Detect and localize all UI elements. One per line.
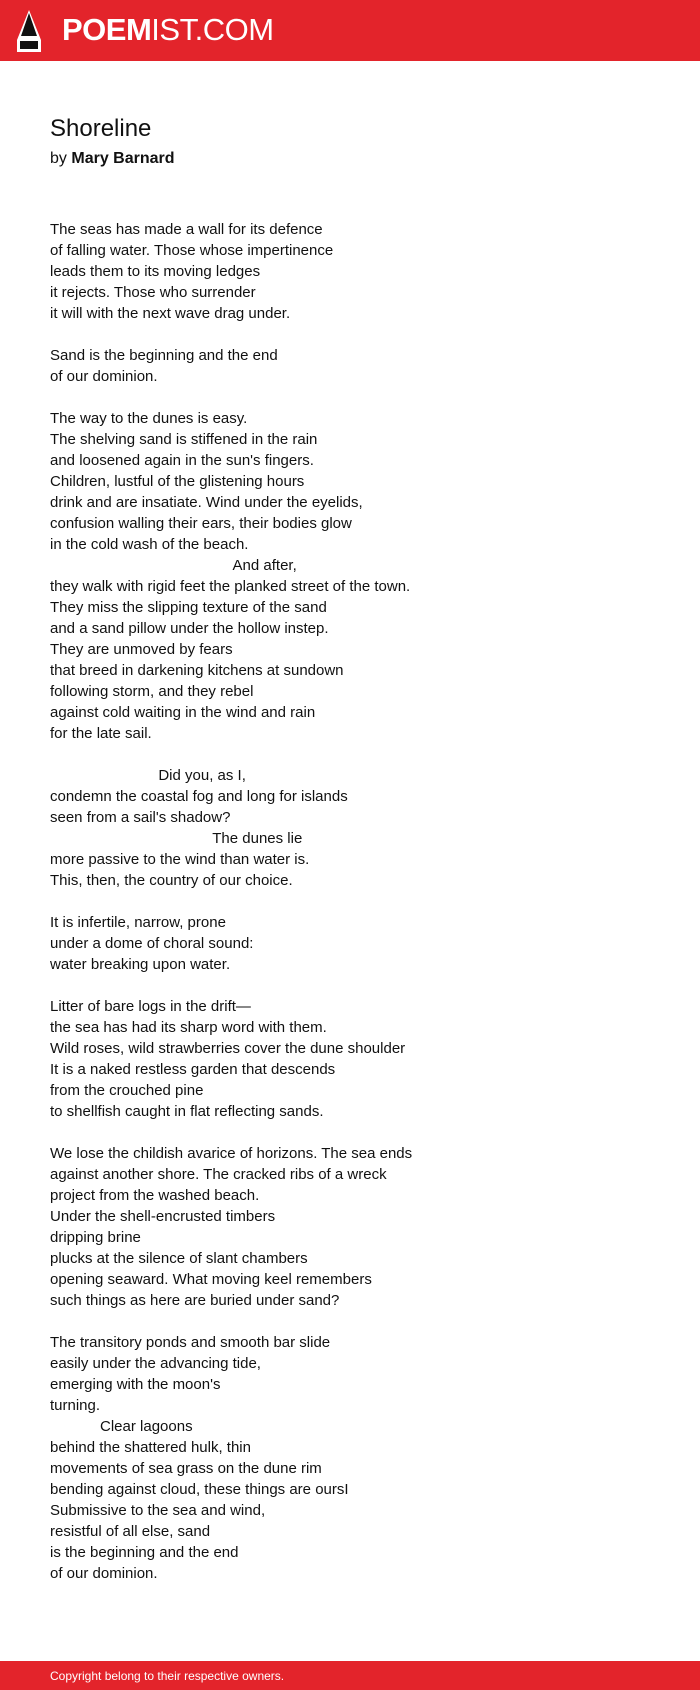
poem-line: emerging with the moon's	[50, 1376, 221, 1393]
poem-line: They are unmoved by fears	[50, 641, 233, 658]
poem-line: And after,	[50, 557, 297, 574]
poem-line: leads them to its moving ledges	[50, 263, 261, 280]
poem-line: Litter of bare logs in the drift—	[50, 998, 251, 1015]
poem-line: confusion walling their ears, their bodies glow	[50, 515, 352, 532]
poem-line: opening seaward. What moving keel remembers	[50, 1271, 372, 1288]
poem-line: to shellfish caught in flat reflecting sands.	[50, 1103, 324, 1120]
poem-line: in the cold wash of the beach.	[50, 536, 249, 553]
poem-line: following storm, and they rebel	[50, 683, 254, 700]
site-logo[interactable]	[62, 11, 274, 49]
logo-light-part: IST.COM	[151, 12, 274, 47]
poem-line: It is infertile, narrow, prone	[50, 914, 226, 931]
poem-line: and loosened again in the sun's fingers.	[50, 452, 314, 469]
poem-line: plucks at the silence of slant chambers	[50, 1250, 308, 1267]
poem-line: The dunes lie	[50, 830, 303, 847]
poem-line: condemn the coastal fog and long for islands	[50, 788, 348, 805]
poem-line: is the beginning and the end	[50, 1544, 239, 1561]
poem-line: Under the shell-encrusted timbers	[50, 1208, 276, 1225]
poem-line: Children, lustful of the glistening hours	[50, 473, 305, 490]
poem-line	[50, 1122, 670, 1143]
poem-line: dripping brine	[50, 1229, 141, 1246]
poem-line: and a sand pillow under the hollow instep.	[50, 620, 329, 637]
poem-line: against another shore. The cracked ribs of a wreck	[50, 1166, 387, 1183]
poem-title: Shoreline	[50, 115, 152, 142]
poem-line: easily under the advancing tide,	[50, 1355, 261, 1372]
poem-line	[50, 891, 670, 912]
poem-body	[50, 219, 670, 1584]
poem-line: The shelving sand is stiffened in the rain	[50, 431, 318, 448]
poem-line: Sand is the beginning and the end	[50, 347, 278, 364]
by-label: by	[50, 150, 67, 167]
poem-line	[50, 324, 670, 345]
poem-line: We lose the childish avarice of horizons. The sea ends	[50, 1145, 413, 1162]
poem-line: for the late sail.	[50, 725, 152, 742]
site-header	[0, 0, 700, 61]
poem-line	[50, 975, 670, 996]
poem-line: from the crouched pine	[50, 1082, 204, 1099]
poem-line: bending against cloud, these things are oursI	[50, 1481, 349, 1498]
poem-line: movements of sea grass on the dune rim	[50, 1460, 322, 1477]
poem-line: under a dome of choral sound:	[50, 935, 254, 952]
poem-line: It is a naked restless garden that descends	[50, 1061, 336, 1078]
byline	[50, 148, 175, 170]
poem-line: Did you, as I,	[50, 767, 246, 784]
poem-line: The way to the dunes is easy.	[50, 410, 248, 427]
poem-line: drink and are insatiate. Wind under the eyelids,	[50, 494, 363, 511]
poem-line: they walk with rigid feet the planked street of the town.	[50, 578, 411, 595]
poem-line: behind the shattered hulk, thin	[50, 1439, 251, 1456]
poem-line: The transitory ponds and smooth bar slide	[50, 1334, 331, 1351]
poem-line: Clear lagoons	[50, 1418, 193, 1435]
poem-line: This, then, the country of our choice.	[50, 872, 293, 889]
poem-line: Submissive to the sea and wind,	[50, 1502, 266, 1519]
poem-line: project from the washed beach.	[50, 1187, 260, 1204]
poem-line: The seas has made a wall for its defence	[50, 221, 323, 238]
poem-line: such things as here are buried under sand?	[50, 1292, 340, 1309]
poem-line: of our dominion.	[50, 368, 158, 385]
poem-line	[50, 387, 670, 408]
pencil-logo-icon[interactable]	[16, 10, 42, 52]
site-footer	[0, 1661, 700, 1690]
poem-line: resistful of all else, sand	[50, 1523, 211, 1540]
poem-line: more passive to the wind than water is.	[50, 851, 310, 868]
poem-line: the sea has had its sharp word with them.	[50, 1019, 327, 1036]
poem-line	[50, 744, 670, 765]
poem-line: Wild roses, wild strawberries cover the dune shoulder	[50, 1040, 406, 1057]
poem-line: seen from a sail's shadow?	[50, 809, 231, 826]
poem-line	[50, 1311, 670, 1332]
logo-bold-part: POEM	[62, 12, 152, 47]
author-name[interactable]: Mary Barnard	[71, 150, 175, 167]
poem-line: turning.	[50, 1397, 101, 1414]
poem-line: it rejects. Those who surrender	[50, 284, 256, 301]
poem-line: it will with the next wave drag under.	[50, 305, 291, 322]
poem-line: water breaking upon water.	[50, 956, 231, 973]
poem-line: of falling water. Those whose impertinence	[50, 242, 334, 259]
poem-line: of our dominion.	[50, 1565, 158, 1582]
poem-line: against cold waiting in the wind and rain	[50, 704, 316, 721]
poem-line: that breed in darkening kitchens at sundown	[50, 662, 344, 679]
copyright-text: Copyright belong to their respective owners.	[50, 1669, 285, 1683]
poem-line: They miss the slipping texture of the sand	[50, 599, 327, 616]
